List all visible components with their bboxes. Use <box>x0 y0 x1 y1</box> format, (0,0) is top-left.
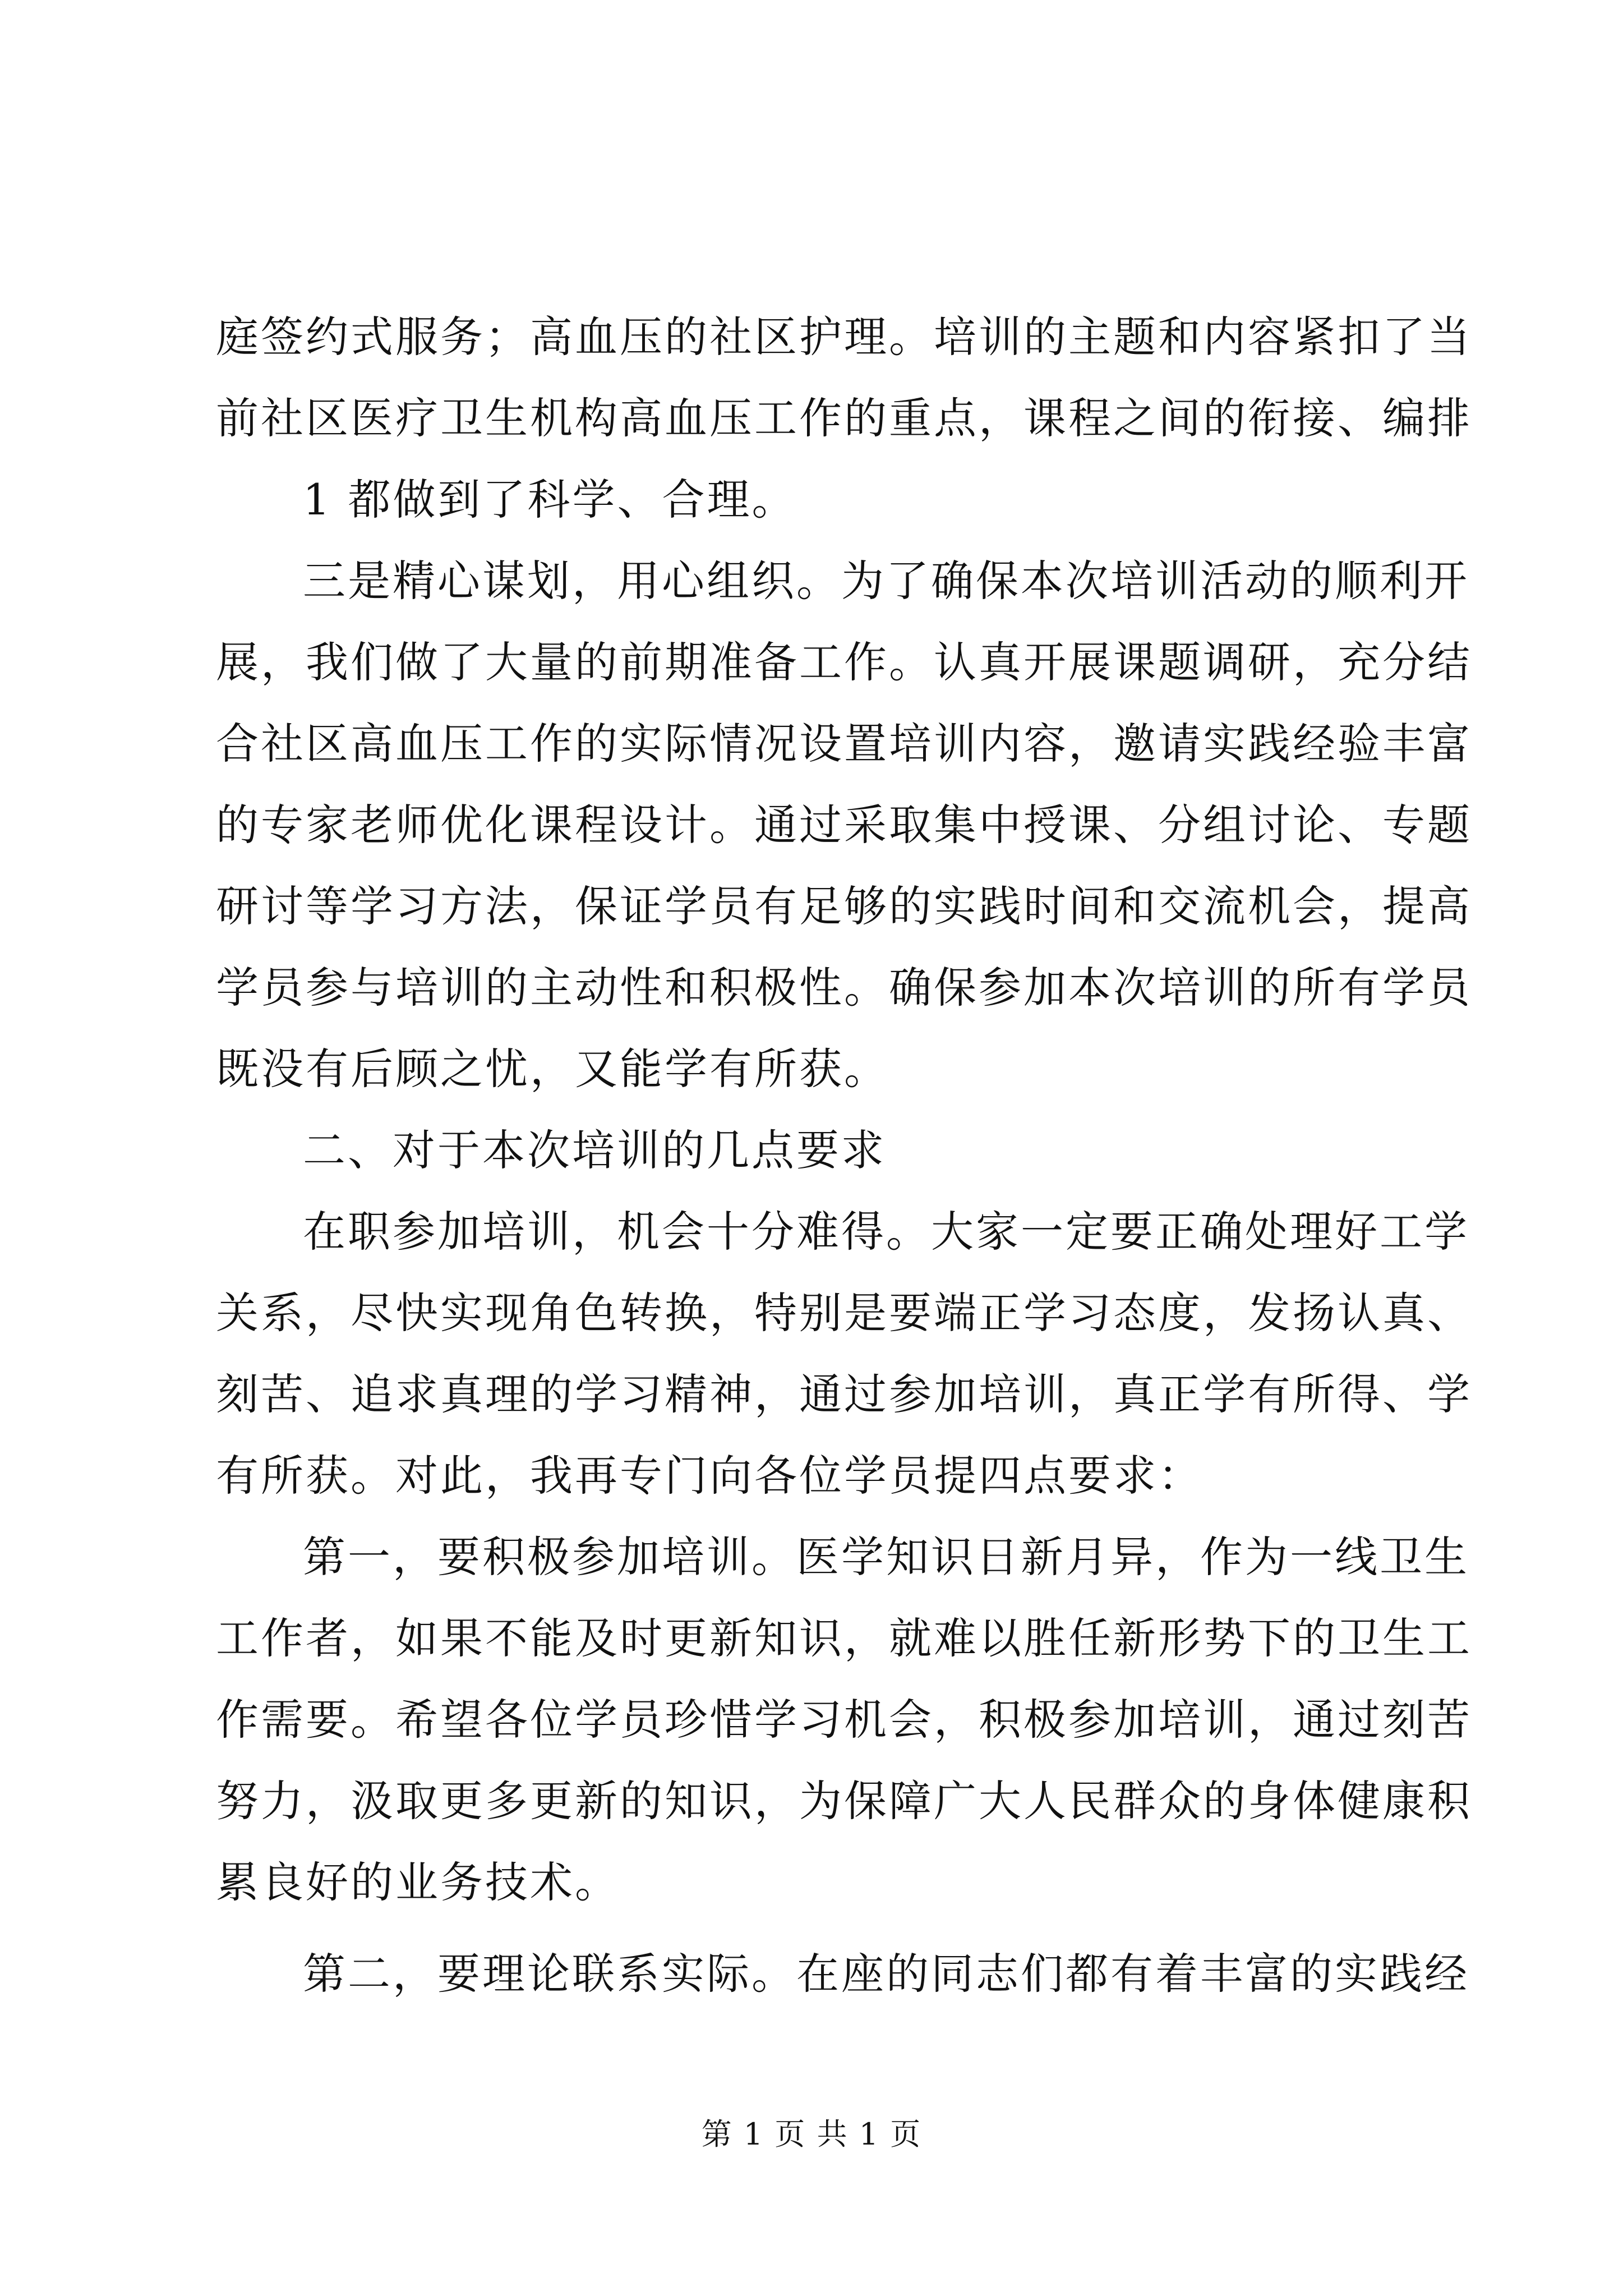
page-footer <box>0 2118 1623 2151</box>
text-line: 前社区医疗卫生机构高血压工作的重点，课程之间的衔接、编排 <box>216 393 1472 443</box>
paragraph-start-line: 在职参加培训，机会十分难得。大家一定要正确处理好工学 <box>303 1207 1469 1257</box>
text-line: 的专家老师优化课程设计。通过采取集中授课、分组讨论、专题 <box>216 800 1472 850</box>
text-line: 工作者，如果不能及时更新知识，就难以胜任新形势下的卫生工 <box>216 1613 1472 1663</box>
text-line: 累良好的业务技术。 <box>216 1857 620 1907</box>
text-line: 1 都做到了科学、合理。 <box>303 475 797 524</box>
text-line: 作需要。希望各位学员珍惜学习机会，积极参加培训，通过刻苦 <box>216 1695 1472 1745</box>
paragraph-start-line: 三是精心谋划，用心组织。为了确保本次培训活动的顺利开 <box>303 556 1469 606</box>
section-heading: 二、对于本次培训的几点要求 <box>303 1125 886 1175</box>
text-line: 庭签约式服务；高血压的社区护理。培训的主题和内容紧扣了当 <box>216 312 1472 362</box>
text-line: 既没有后顾之忧，又能学有所获。 <box>216 1044 889 1094</box>
text-line: 有所获。对此，我再专门向各位学员提四点要求： <box>216 1451 1203 1501</box>
text-line: 合社区高血压工作的实际情况设置培训内容，邀请实践经验丰富 <box>216 719 1472 769</box>
text-line: 关系，尽快实现角色转换，特别是要端正学习态度，发扬认真、 <box>216 1288 1472 1338</box>
text-line: 展，我们做了大量的前期准备工作。认真开展课题调研，充分结 <box>216 637 1472 687</box>
paragraph-start-line: 第一，要积极参加培训。医学知识日新月异，作为一线卫生 <box>303 1532 1469 1582</box>
text-line: 努力，汲取更多更新的知识，为保障广大人民群众的身体健康积 <box>216 1776 1472 1826</box>
paragraph-start-line: 第二，要理论联系实际。在座的同志们都有着丰富的实践经 <box>303 1949 1469 1999</box>
text-line: 学员参与培训的主动性和积极性。确保参加本次培训的所有学员 <box>216 963 1472 1013</box>
page-number-label: 第 1 页 共 1 页 <box>701 2116 922 2152</box>
document-body <box>216 296 1472 2014</box>
text-line: 研讨等学习方法，保证学员有足够的实践时间和交流机会，提高 <box>216 881 1472 931</box>
text-line: 刻苦、追求真理的学习精神，通过参加培训，真正学有所得、学 <box>216 1369 1472 1419</box>
